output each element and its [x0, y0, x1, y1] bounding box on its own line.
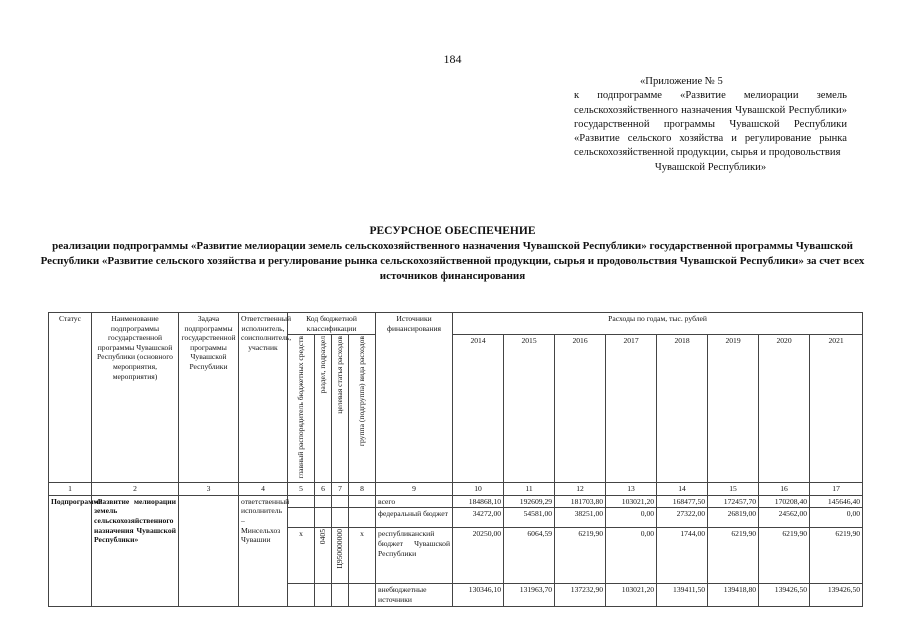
header-code-target: целевая статья расходов: [332, 335, 349, 483]
header-code-section: раздел, подраздел: [315, 335, 332, 483]
header-year: 2017: [606, 335, 657, 483]
header-year: 2014: [453, 335, 504, 483]
funding-source: всего: [376, 495, 453, 508]
funding-value: 181703,80: [555, 495, 606, 508]
col-number: 14: [657, 483, 708, 496]
funding-value: 24562,00: [759, 508, 810, 528]
header-sources: Источники финансирования: [376, 313, 453, 483]
col-number: 7: [332, 483, 349, 496]
col-number: 16: [759, 483, 810, 496]
funding-value: 103021,20: [606, 495, 657, 508]
col-number: 3: [179, 483, 239, 496]
funding-value: 192609,29: [504, 495, 555, 508]
empty-cell: [315, 495, 332, 508]
col-number: 5: [288, 483, 315, 496]
appendix-last-line: Чувашской Республики»: [654, 161, 767, 173]
funding-value: 6219,90: [810, 528, 863, 584]
col-number: 8: [349, 483, 376, 496]
header-budget-code: Код бюджетной классификации: [288, 313, 376, 335]
empty-cell: [349, 584, 376, 606]
funding-value: 137232,90: [555, 584, 606, 606]
appendix-body: к подпрограмме «Развитие мелиорации земель сельскохозяйственного назначения Чувашской Республики» государственной программы Чувашской Республики «Развитие сельского хозяйства и регулирование рынка сельскохозяйственной продукции, сырья и продовольствия: [574, 90, 847, 159]
col-number: 12: [555, 483, 606, 496]
heading-subtitle: реализации подпрограммы «Развитие мелиорации земель сельскохозяйственного назначения Чувашской Республики» государственной программы Чувашской Республики «Развитие сельского хозяйства и регулирование рынка сельскохозяйственной продукции, сырья и продовольствия Чувашской Республики» за счет всех источников финансирования: [40, 240, 865, 282]
header-year: 2020: [759, 335, 810, 483]
header-responsible: Ответственный исполнитель, соисполнитель, участник: [239, 313, 288, 483]
funding-source: федеральный бюджет: [376, 508, 453, 528]
col-number: 9: [376, 483, 453, 496]
funding-value: 139426,50: [759, 584, 810, 606]
funding-value: 168477,50: [657, 495, 708, 508]
empty-cell: [315, 584, 332, 606]
col-number: 10: [453, 483, 504, 496]
funding-value: 0,00: [606, 508, 657, 528]
header-year: 2019: [708, 335, 759, 483]
header-status: Статус: [49, 313, 92, 483]
col-number: 15: [708, 483, 759, 496]
funding-value: 26819,00: [708, 508, 759, 528]
funding-value: 184868,10: [453, 495, 504, 508]
header-year: 2021: [810, 335, 863, 483]
code-section: 0405: [315, 528, 332, 584]
row-name: «Развитие мелиорации земель сельскохозяйственного назначения Чувашской Республики»: [92, 495, 179, 606]
funding-value: 1744,00: [657, 528, 708, 584]
empty-cell: [288, 584, 315, 606]
funding-value: 6219,90: [555, 528, 606, 584]
funding-value: 27322,00: [657, 508, 708, 528]
document-heading: [40, 224, 865, 284]
empty-cell: [288, 508, 315, 528]
empty-cell: [349, 508, 376, 528]
funding-value: 139426,50: [810, 584, 863, 606]
funding-source: республиканский бюджет Чувашской Республики: [376, 528, 453, 584]
funding-value: 6219,90: [708, 528, 759, 584]
appendix-title: «Приложение № 5: [640, 76, 723, 87]
header-code-grbs: главный распорядитель бюджетных средств: [288, 335, 315, 483]
header-code-group: группа (подгруппа) вида расходов: [349, 335, 376, 483]
header-year: 2015: [504, 335, 555, 483]
code-target: Ц950000000: [332, 528, 349, 584]
table-row: [49, 495, 863, 508]
empty-cell: [288, 495, 315, 508]
funding-value: 172457,70: [708, 495, 759, 508]
funding-source: внебюджетные источники: [376, 584, 453, 606]
code-expense-group: x: [349, 528, 376, 584]
heading-title: РЕСУРСНОЕ ОБЕСПЕЧЕНИЕ: [369, 225, 536, 237]
appendix-note: [574, 75, 847, 175]
funding-value: 130346,10: [453, 584, 504, 606]
funding-value: 20250,00: [453, 528, 504, 584]
funding-value: 139411,50: [657, 584, 708, 606]
header-name: Наименование подпрограммы государственной программы Чувашской Республики (основного мероприятия, мероприятия): [92, 313, 179, 483]
funding-value: 103021,20: [606, 584, 657, 606]
funding-value: 145646,40: [810, 495, 863, 508]
funding-value: 0,00: [606, 528, 657, 584]
col-number: 6: [315, 483, 332, 496]
header-expenses: Расходы по годам, тыс. рублей: [453, 313, 863, 335]
empty-cell: [332, 495, 349, 508]
funding-value: 0,00: [810, 508, 863, 528]
col-number: 17: [810, 483, 863, 496]
row-responsible: ответственный исполнитель – Минсельхоз Чувашии: [239, 495, 288, 606]
row-task: [179, 495, 239, 606]
resource-table: [48, 312, 863, 607]
col-number: 2: [92, 483, 179, 496]
empty-cell: [332, 508, 349, 528]
header-year: 2018: [657, 335, 708, 483]
row-status: Подпрограмма: [49, 495, 92, 606]
funding-value: 38251,00: [555, 508, 606, 528]
col-number: 4: [239, 483, 288, 496]
page-number: 184: [443, 52, 462, 66]
funding-value: 131963,70: [504, 584, 555, 606]
funding-value: 6064,59: [504, 528, 555, 584]
column-numbers-row: [49, 483, 863, 496]
col-number: 13: [606, 483, 657, 496]
funding-value: 6219,90: [759, 528, 810, 584]
header-year: 2016: [555, 335, 606, 483]
funding-value: 170208,40: [759, 495, 810, 508]
code-grbs: x: [288, 528, 315, 584]
empty-cell: [332, 584, 349, 606]
empty-cell: [315, 508, 332, 528]
funding-value: 139418,80: [708, 584, 759, 606]
empty-cell: [349, 495, 376, 508]
col-number: 11: [504, 483, 555, 496]
funding-value: 34272,00: [453, 508, 504, 528]
header-task: Задача подпрограммы государственной программы Чувашской Республики: [179, 313, 239, 483]
funding-value: 54581,00: [504, 508, 555, 528]
col-number: 1: [49, 483, 92, 496]
